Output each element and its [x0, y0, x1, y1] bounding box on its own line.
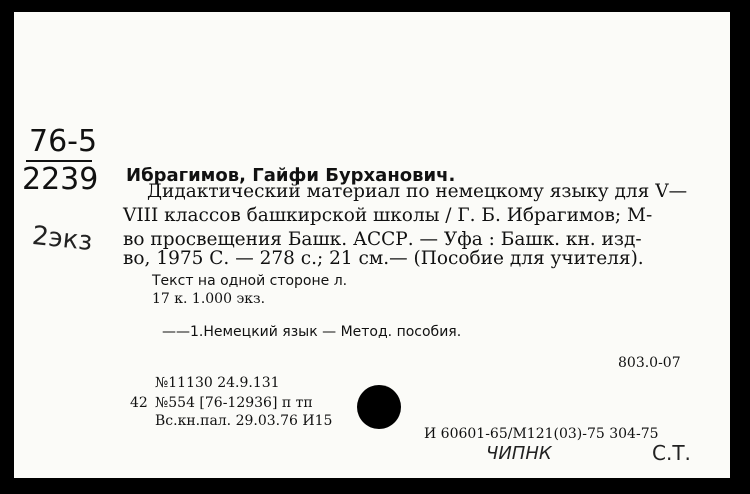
classification-number: 803.0-07: [618, 355, 681, 371]
record-prefix: 42: [130, 395, 148, 411]
handwritten-bottom-mark: ЧИПНК: [486, 443, 552, 464]
author-heading: Ибрагимов, Гайфи Бурханович.: [126, 165, 456, 186]
copies-note: 2экз: [30, 220, 94, 258]
description-line-4: во, 1975 С. — 278 с.; 21 см.— (Пособие для учителя).: [123, 248, 644, 269]
record-line-1: №11130 24.9.131: [155, 375, 280, 391]
subject-tracing: ——1.Немецкий язык — Метод. пособия.: [162, 324, 462, 340]
description-line-1: Дидактический материал по немецкому языку для V—: [147, 181, 688, 202]
note-line-2: 17 к. 1.000 экз.: [152, 291, 266, 307]
record-line-3: Вс.кн.пал. 29.03.76 И15: [155, 413, 333, 429]
punch-hole: [357, 385, 401, 429]
shelf-mark-top: 76-5: [29, 124, 98, 159]
description-line-3: во просвещения Башк. АССР. — Уфа : Башк. кн. изд-: [123, 229, 642, 250]
footer-code: И 60601-65/М121(03)-75 304-75: [424, 426, 659, 442]
handwritten-right-mark: С.Т.: [652, 441, 691, 465]
shelf-mark-number: 2239: [22, 162, 99, 197]
record-line-2: №554 [76-12936] п тп: [155, 395, 313, 411]
note-line-1: Текст на одной стороне л.: [152, 273, 348, 289]
description-line-2: VIII классов башкирской школы / Г. Б. Ибрагимов; М-: [123, 205, 653, 226]
